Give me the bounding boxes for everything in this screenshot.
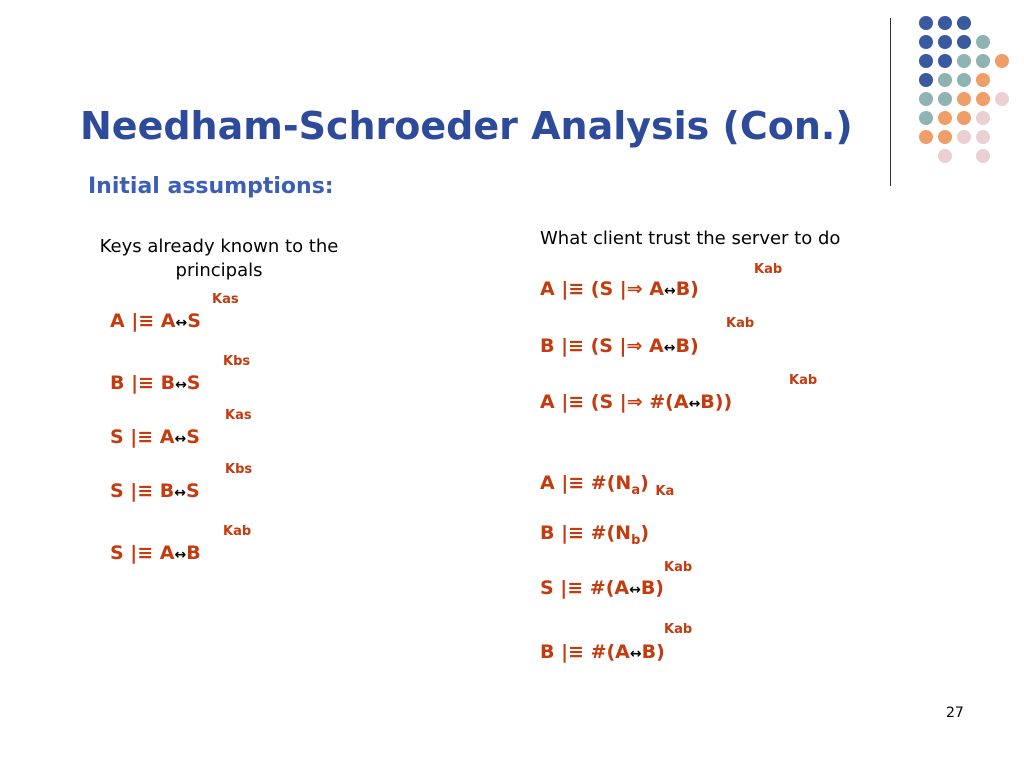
decorative-dot	[976, 73, 990, 87]
arrow-icon: ↔	[688, 396, 701, 412]
formula	[540, 278, 699, 300]
formula-lhs: A |≡ A	[110, 310, 176, 332]
decorative-dot	[957, 16, 971, 30]
formula-lhs: S |≡ A	[110, 426, 175, 448]
decorative-dot	[919, 111, 933, 125]
key-label: Kab	[726, 316, 755, 331]
formula-rhs: S	[186, 372, 201, 394]
decorative-dot	[976, 149, 990, 163]
key-label: Kbs	[223, 354, 251, 369]
decorative-dot	[938, 16, 952, 30]
decorative-dot	[938, 149, 952, 163]
decorative-dot	[976, 35, 990, 49]
formula	[110, 426, 200, 448]
trailing-label: Ka	[655, 484, 675, 499]
decorative-dot	[919, 73, 933, 87]
decorative-dot	[957, 54, 971, 68]
key-label: Kab	[664, 560, 693, 575]
formula-lhs: A |≡ (S |⇒ A	[540, 278, 664, 300]
formula-lhs: B |≡ B	[110, 372, 176, 394]
decorative-dot	[957, 130, 971, 144]
decorative-dot	[957, 111, 971, 125]
key-label: Kab	[664, 622, 693, 637]
arrow-icon: ↔	[663, 340, 676, 356]
arrow-icon: ↔	[174, 547, 187, 563]
decorative-dot	[919, 35, 933, 49]
formula-lhs: S |≡ A	[110, 542, 175, 564]
key-label: Kas	[225, 408, 252, 423]
arrow-icon: ↔	[663, 283, 676, 299]
key-label: Kbs	[225, 462, 253, 477]
decorative-dot	[938, 130, 952, 144]
formula-lhs: S |≡ #(A	[540, 577, 630, 599]
formula-lhs: A |≡ (S |⇒ #(A	[540, 391, 689, 413]
formula-rhs: B)	[640, 577, 664, 599]
decorative-dot	[919, 130, 933, 144]
formula	[540, 335, 699, 357]
formula-post: )	[640, 522, 650, 544]
formula-lhs: B |≡ #(A	[540, 641, 630, 663]
decorative-dot	[976, 54, 990, 68]
arrow-icon: ↔	[629, 582, 641, 598]
formula	[540, 391, 732, 413]
decorative-dot	[938, 54, 952, 68]
formula-rhs: B	[186, 542, 201, 564]
formula-pre: B |≡ #(N	[540, 522, 632, 544]
decorative-dot	[976, 92, 990, 106]
formula-post: )	[640, 472, 649, 494]
formula-rhs: B))	[700, 391, 733, 413]
formula-lhs: S |≡ B	[110, 480, 175, 502]
decorative-dot	[957, 35, 971, 49]
subscript: b	[631, 532, 641, 548]
decorative-dot	[957, 92, 971, 106]
decorative-dot	[919, 16, 933, 30]
formula	[110, 542, 201, 564]
decorative-dot	[995, 92, 1009, 106]
page-number: 27	[946, 705, 964, 721]
formula-rhs: S	[187, 310, 201, 332]
subscript: a	[631, 482, 641, 498]
arrow-icon: ↔	[174, 485, 186, 501]
formula-pre: A |≡ #(N	[540, 472, 632, 494]
formula-rhs: B)	[675, 335, 699, 357]
key-label: Kas	[212, 292, 239, 307]
right-heading: What client trust the server to do	[540, 228, 841, 249]
formula-lhs: B |≡ (S |⇒ A	[540, 335, 664, 357]
decorative-dot	[919, 54, 933, 68]
decorative-dot	[938, 73, 952, 87]
formula-rhs: B)	[675, 278, 699, 300]
formula	[540, 577, 664, 599]
formula	[540, 641, 665, 663]
arrow-icon: ↔	[175, 315, 188, 331]
formula-rhs: S	[186, 480, 200, 502]
arrow-icon: ↔	[174, 431, 187, 447]
formula	[110, 310, 201, 332]
divider-line	[890, 18, 891, 186]
decorative-dot	[919, 92, 933, 106]
key-label: Kab	[789, 373, 818, 388]
decorative-dot	[976, 111, 990, 125]
arrow-icon: ↔	[629, 646, 642, 662]
arrow-icon: ↔	[175, 377, 187, 393]
decorative-dot	[938, 111, 952, 125]
decorative-dot	[957, 73, 971, 87]
decorative-dot	[976, 130, 990, 144]
formula	[540, 522, 649, 548]
key-label: Kab	[223, 524, 252, 539]
formula	[110, 372, 200, 394]
left-heading: Keys already known to the principals	[99, 236, 339, 281]
decorative-dot	[938, 35, 952, 49]
decorative-dot	[938, 92, 952, 106]
key-label: Kab	[754, 262, 783, 277]
formula-rhs: B)	[641, 641, 665, 663]
formula	[110, 480, 200, 502]
slide-subtitle: Initial assumptions:	[88, 174, 334, 199]
decorative-dot	[995, 54, 1009, 68]
formula-rhs: S	[186, 426, 200, 448]
formula	[540, 472, 674, 498]
slide-title: Needham-Schroeder Analysis (Con.)	[80, 104, 853, 148]
